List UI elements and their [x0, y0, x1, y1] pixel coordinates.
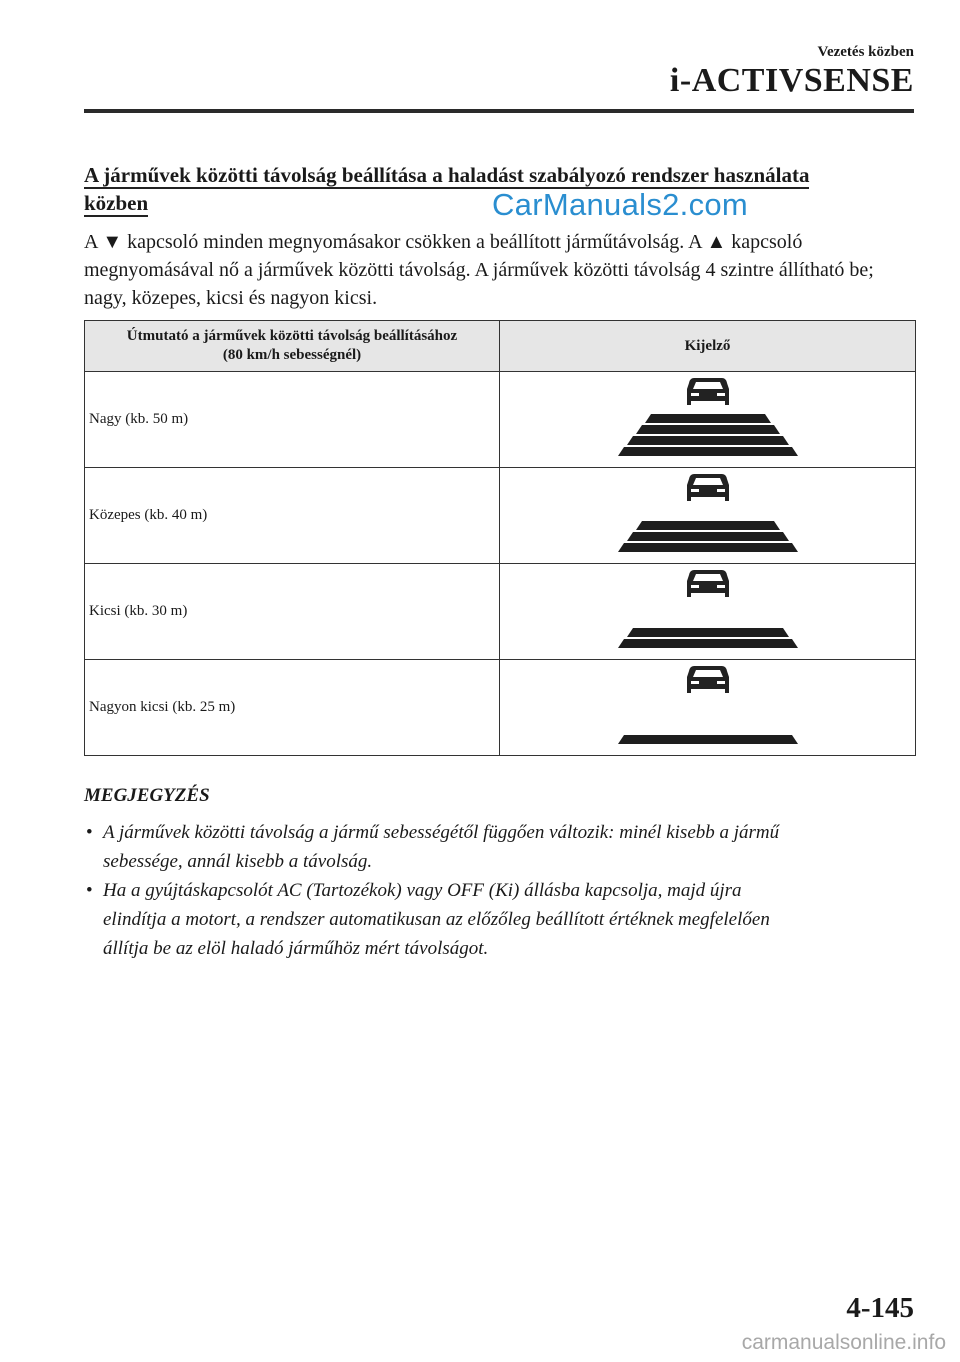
- distance-bar: [618, 639, 798, 648]
- distance-bar: [627, 436, 789, 445]
- distance-label: Nagy (kb. 50 m): [85, 372, 500, 468]
- car-rear-icon: [687, 378, 729, 405]
- distance-indicator: [618, 564, 798, 654]
- distance-bar: [627, 532, 789, 541]
- column-header-guide: Útmutató a járművek közötti távolság beállításához (80 km/h sebességnél): [85, 321, 500, 372]
- distance-label: Kicsi (kb. 30 m): [85, 564, 500, 660]
- note-item: • Ha a gyújtáskapcsolót AC (Tartozékok) vagy OFF (Ki) állásba kapcsolja, majd újra elindítja a motort, a rendszer automatikusan az előzőleg beállított értéknek megfelelően állítja be az elöl haladó járműhöz mért távolságot.: [86, 876, 906, 963]
- page-heading: [84, 161, 874, 217]
- header-divider: [84, 109, 914, 113]
- distance-bar: [627, 628, 789, 637]
- table-row: [85, 564, 916, 660]
- page-number: 4-145: [846, 1292, 914, 1324]
- note-title: MEGJEGYZÉS: [84, 785, 210, 806]
- up-triangle-icon: ▲: [706, 231, 727, 253]
- distance-bar: [636, 425, 780, 434]
- distance-label: Közepes (kb. 40 m): [85, 468, 500, 564]
- watermark-top: CarManuals2.com: [492, 187, 749, 222]
- chapter-title: i-ACTIVSENSE: [669, 62, 914, 99]
- section-title: Vezetés közben: [817, 44, 914, 60]
- distance-display: [500, 468, 916, 564]
- table-row: [85, 660, 916, 756]
- distance-indicator: [618, 660, 798, 750]
- note-list: [86, 818, 906, 963]
- distance-display: [500, 372, 916, 468]
- car-rear-icon: [687, 666, 729, 693]
- car-rear-icon: [687, 570, 729, 597]
- distance-bar: [618, 447, 798, 456]
- intro-paragraph: A ▼ kapcsoló minden megnyomásakor csökken a beállított járműtávolság. A ▲ kapcsoló megnyomásával nő a járművek közötti távolság. A járművek közötti távolság 4 szintre állítható be; nagy, közepes, kicsi és nagyon kicsi.: [84, 231, 874, 309]
- car-rear-icon: [687, 474, 729, 501]
- distance-bar: [636, 521, 780, 530]
- distance-display: [500, 564, 916, 660]
- bullet: •: [86, 822, 93, 843]
- heading-line-2: közben: [84, 191, 149, 215]
- note-item: • A járművek közötti távolság a jármű sebességétől függően változik: minél kisebb a jármű sebessége, annál kisebb a távolság.: [86, 818, 906, 876]
- distance-table: [84, 320, 916, 756]
- distance-indicator: [618, 372, 798, 462]
- distance-bar: [618, 543, 798, 552]
- column-header-display: Kijelző: [500, 321, 916, 372]
- distance-bar: [645, 414, 771, 423]
- table-row: [85, 468, 916, 564]
- distance-bar: [618, 735, 798, 744]
- distance-label: Nagyon kicsi (kb. 25 m): [85, 660, 500, 756]
- bullet: •: [86, 880, 93, 901]
- distance-display: [500, 660, 916, 756]
- watermark-bottom: carmanualsonline.info: [741, 1331, 946, 1354]
- distance-indicator: [618, 468, 798, 558]
- table-row: [85, 372, 916, 468]
- down-triangle-icon: ▼: [102, 231, 123, 253]
- heading-line-1: A járművek közötti távolság beállítása a haladást szabályozó rendszer használata: [84, 163, 810, 187]
